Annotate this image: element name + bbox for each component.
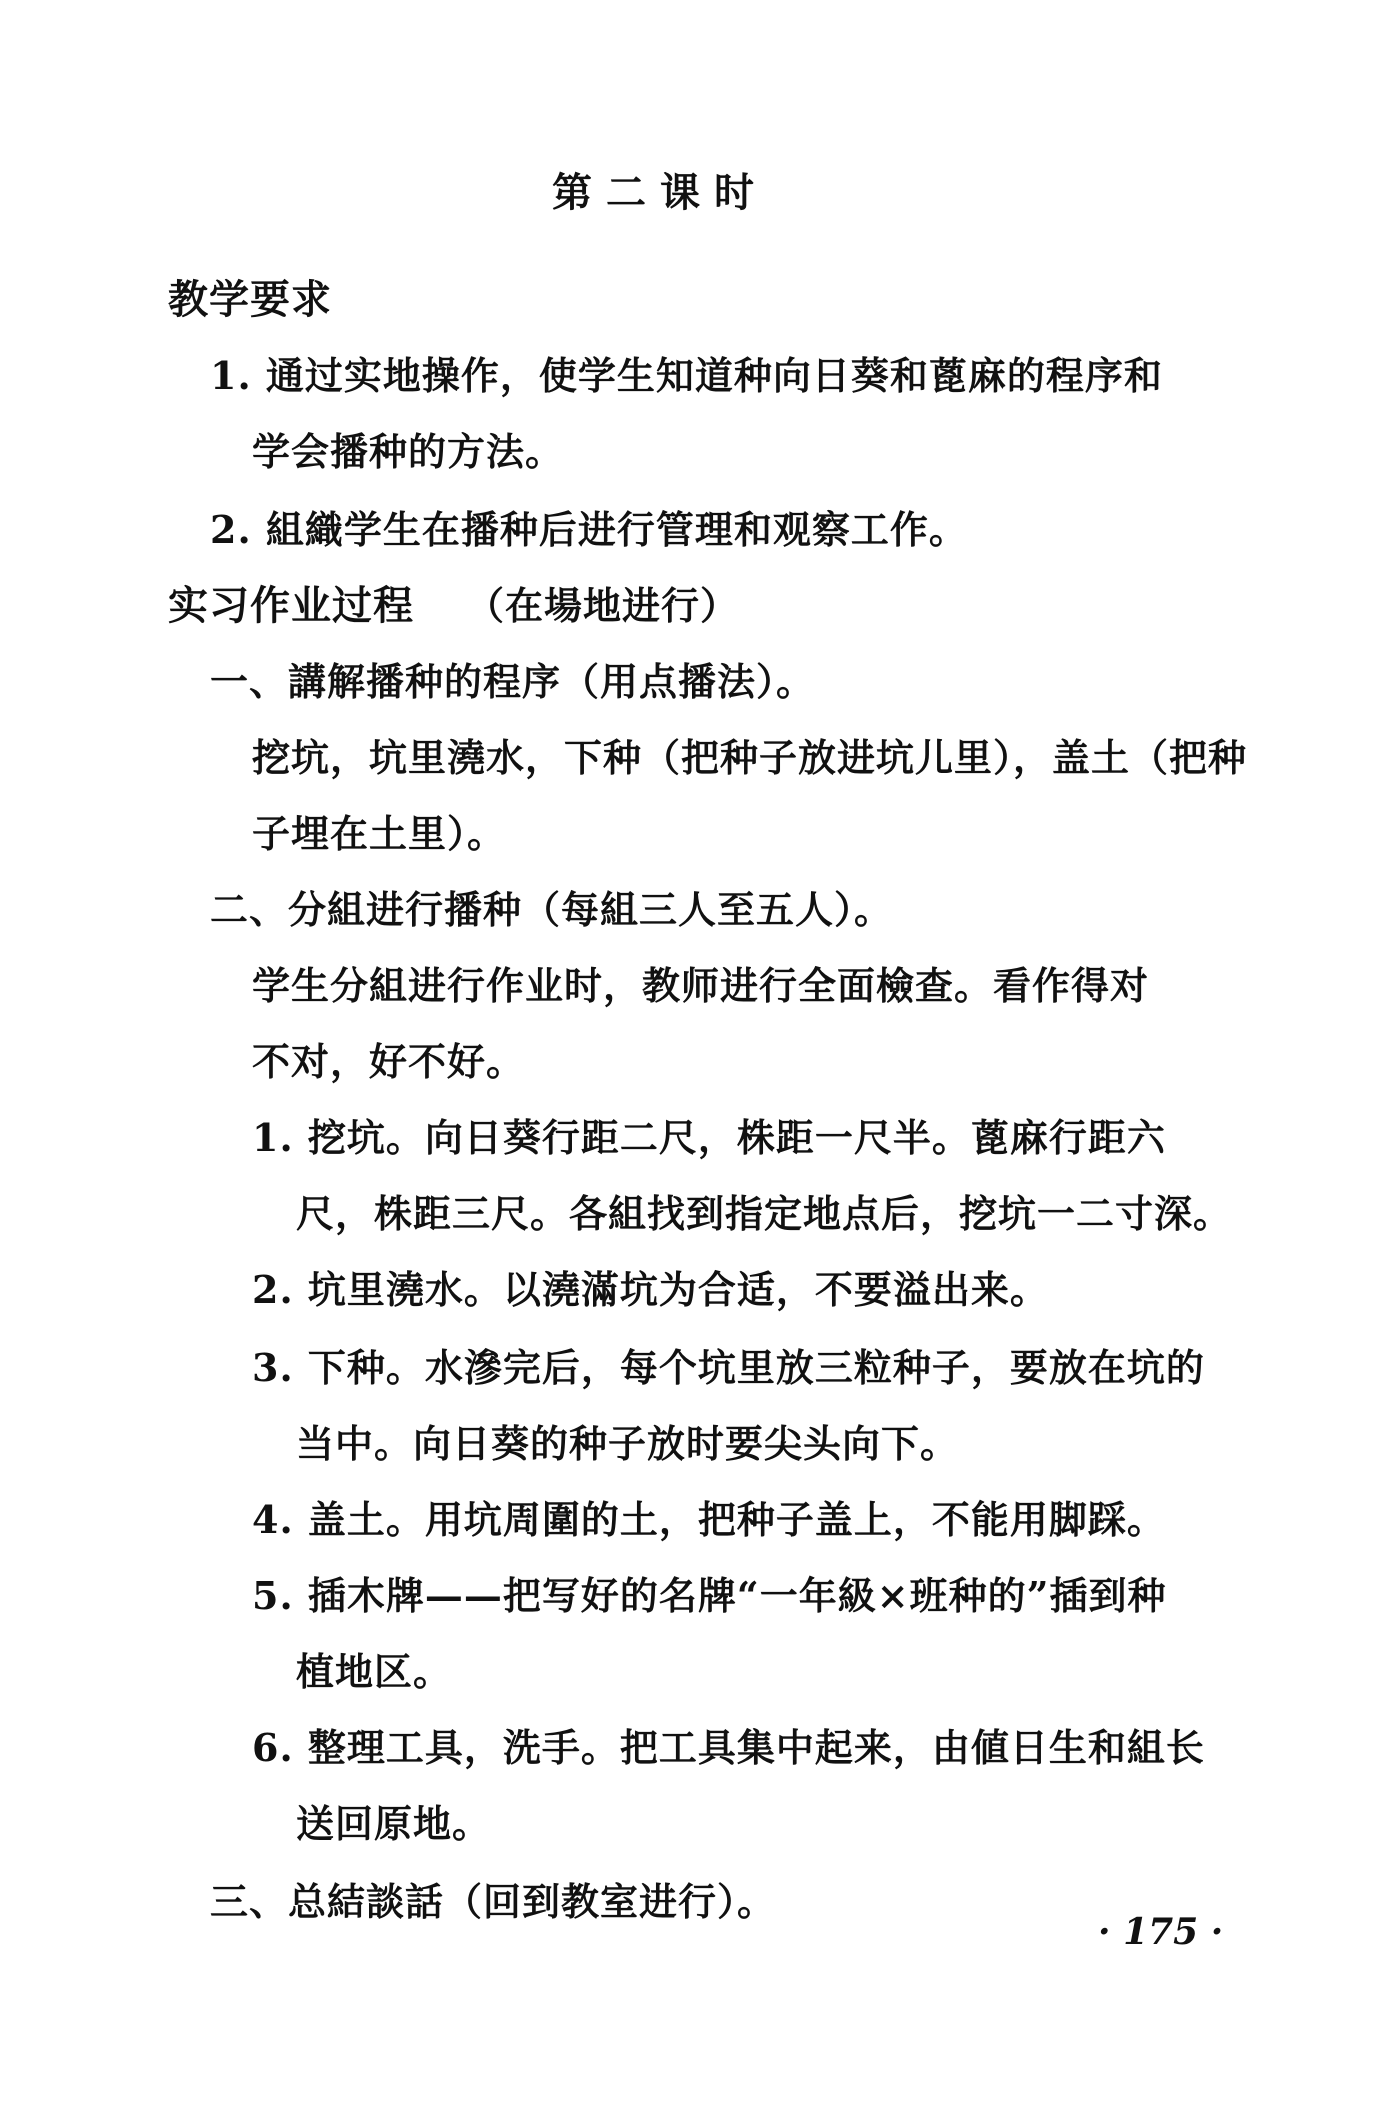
part-three-title: 三、总結談話（回到教室进行）。	[210, 1879, 777, 1924]
section-heading-process-note: （在場地进行）	[466, 583, 740, 628]
part-two-body-line-1: 学生分組进行作业时，教师进行全面檢查。看作得对	[252, 963, 1150, 1008]
step-4: 4. 盖土。用坑周圍的土，把种子盖上，不能用脚踩。	[252, 1497, 1166, 1542]
part-two-title: 二、分組进行播种（每組三人至五人）。	[210, 887, 894, 932]
requirement-item-1-continued: 学会播种的方法。	[252, 429, 565, 474]
requirement-item-1: 1. 通过实地操作，使学生知道种向日葵和蓖麻的程序和	[210, 353, 1163, 398]
step-6-line-1: 6. 整理工具，洗手。把工具集中起来，由値日生和組长	[252, 1725, 1205, 1770]
step-2: 2. 坑里澆水。以澆滿坑为合适，不要溢出来。	[252, 1267, 1049, 1312]
requirement-item-2: 2. 組織学生在播种后进行管理和观察工作。	[210, 507, 968, 552]
step-3-line-1: 3. 下种。水滲完后，每个坑里放三粒种子，要放在坑的	[252, 1345, 1205, 1390]
page-number: · 175 ·	[1098, 1911, 1224, 1953]
section-heading-requirements: 教学要求	[168, 276, 332, 323]
part-one-body-line-2: 子埋在土里）。	[252, 811, 507, 856]
section-heading-process: 实习作业过程	[168, 582, 414, 629]
step-3-line-2: 当中。向日葵的种子放时要尖头向下。	[296, 1421, 960, 1466]
step-1-line-1: 1. 挖坑。向日葵行距二尺，株距一尺半。蓖麻行距六	[252, 1115, 1166, 1160]
step-5-line-1: 5. 插木牌——把写好的名牌“一年級×班种的”插到种	[252, 1573, 1167, 1618]
part-two-body-line-2: 不对，好不好。	[252, 1039, 526, 1084]
step-5-line-2: 植地区。	[296, 1649, 453, 1694]
part-one-title: 一、講解播种的程序（用点播法）。	[210, 659, 816, 704]
page-title: 第二课时	[552, 169, 768, 216]
step-1-line-2: 尺，株距三尺。各組找到指定地点后，挖坑一二寸深。	[296, 1191, 1233, 1236]
part-one-body-line-1: 挖坑，坑里澆水，下种（把种子放进坑儿里），盖土（把种	[252, 735, 1248, 780]
step-6-line-2: 送回原地。	[296, 1801, 492, 1846]
